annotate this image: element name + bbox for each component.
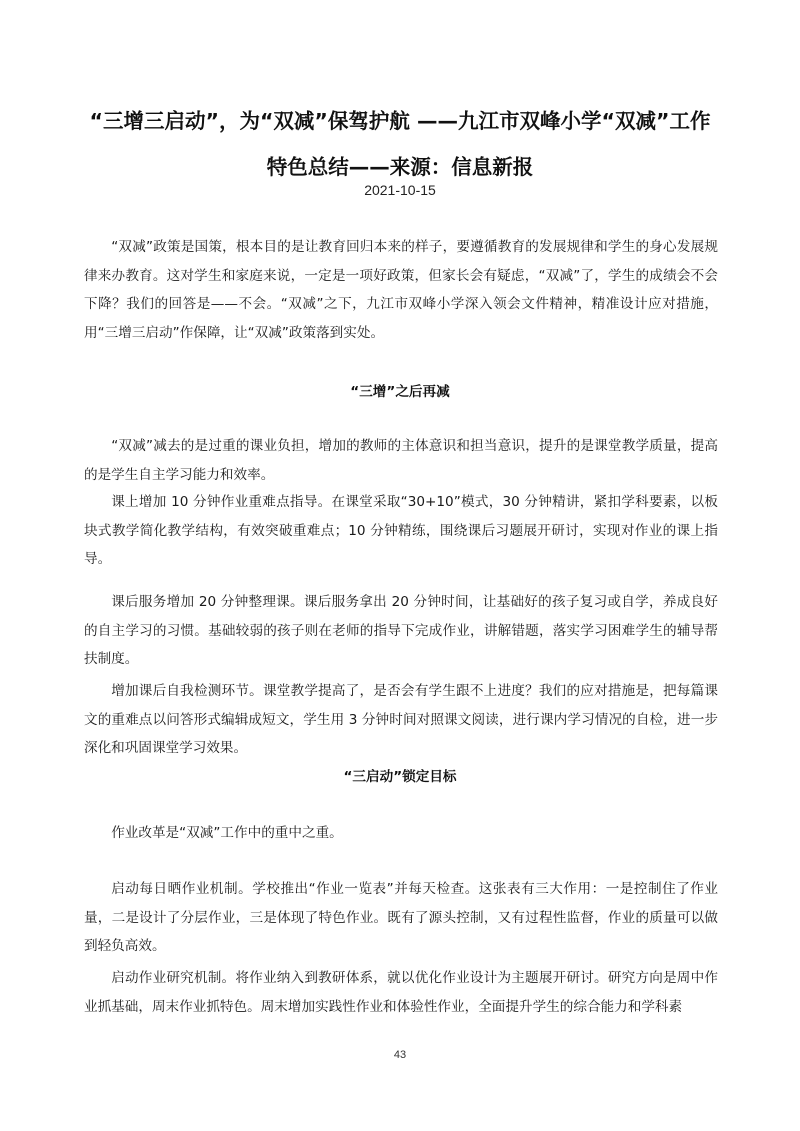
body-paragraph: 作业改革是“双减”工作中的重中之重。 <box>111 825 343 841</box>
body-paragraph: 增加课后自我检测环节。课堂教学提高了，是否会有学生跟不上进度？我们的应对措施是，把每篇课文的重难点以问答形式编辑成短文，学生用 3 分钟时间对照课文阅读，进行课内学习情况的自检，进一步深化和巩固课堂学习效果。 <box>84 683 718 756</box>
body-paragraph: “双减”减去的是过重的课业负担，增加的教师的主体意识和担当意识，提升的是课堂教学质量，提高的是学生自主学习能力和效率。 <box>84 438 718 483</box>
body-paragraph: 启动作业研究机制。将作业纳入到教研体系，就以优化作业设计为主题展开研讨。研究方向是周中作业抓基础，周末作业抓特色。周末增加实践性作业和体验性作业，全面提升学生的综合能力和学科素 <box>84 970 718 1015</box>
body-paragraph: 课上增加 10 分钟作业重难点指导。在课堂采取“30+10”模式，30 分钟精讲，紧扣学科要素，以板块式教学简化教学结构，有效突破重难点；10 分钟精练，围绕课后习题展开研讨，实现对作业的课上指导。 <box>84 494 718 567</box>
section-heading-san-qidong: “三启动”锁定目标 <box>343 769 457 785</box>
section-heading-san-zeng: “三增”之后再减 <box>350 384 450 400</box>
article-title: “三增三启动”，为“双减”保驾护航 ——九江市双峰小学“双减”工作特色总结——来源：信息新报 <box>89 109 711 179</box>
publish-date: 2021-10-15 <box>364 182 436 198</box>
page-number: 43 <box>393 1049 407 1061</box>
body-paragraph: 启动每日晒作业机制。学校推出“作业一览表”并每天检查。这张表有三大作用：一是控制住了作业量，二是设计了分层作业，三是体现了特色作业。既有了源头控制，又有过程性监督，作业的质量可以做到轻负高效。 <box>84 881 718 954</box>
intro-paragraph: “双减”政策是国策，根本目的是让教育回归本来的样子，要遵循教育的发展规律和学生的身心发展规律来办教育。这对学生和家庭来说，一定是一项好政策，但家长会有疑虑，“双减”了，学生的成绩会不会下降？我们的回答是——不会。“双减”之下，九江市双峰小学深入领会文件精神，精准设计应对措施，用“三增三启动”作保障，让“双减”政策落到实处。 <box>84 239 718 341</box>
body-paragraph: 课后服务增加 20 分钟整理课。课后服务拿出 20 分钟时间，让基础好的孩子复习或自学，养成良好的自主学习的习惯。基础较弱的孩子则在老师的指导下完成作业，讲解错题，落实学习困难学生的辅导帮扶制度。 <box>84 594 718 667</box>
